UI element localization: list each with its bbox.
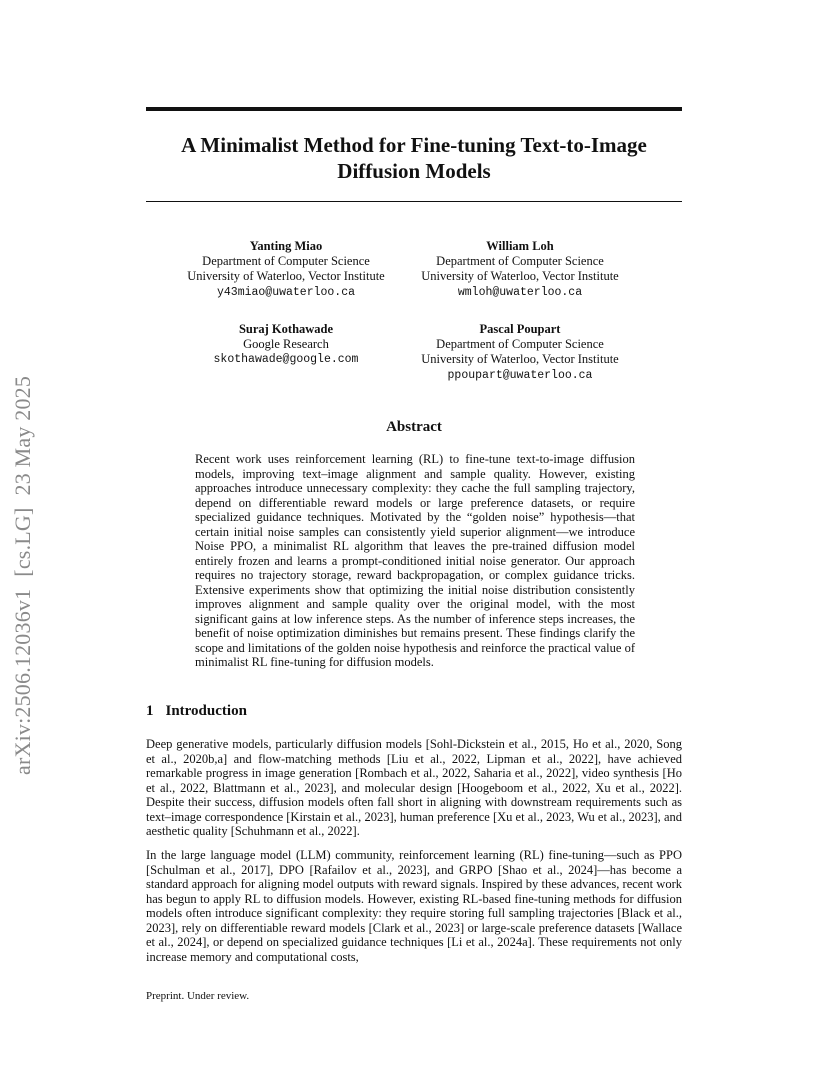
section-title: Introduction: [165, 703, 247, 719]
author-affiliation: University of Waterloo, Vector Institute: [421, 269, 619, 284]
author-email: wmloh@uwaterloo.ca: [457, 285, 583, 299]
footer-note: Preprint. Under review.: [146, 990, 250, 1002]
intro-paragraph-2: In the large language model (LLM) community, reinforcement learning (RL) fine-tuning—such as PPO [Schulman et al., 2017], DPO [Rafailov et al., 2023], and GRPO [Shao et al., 2024]—has become a standard approach for aligning model outputs with reward signals. Inspired by these advances, recent work has begun to apply RL to diffusion models. However, existing RL-based fine-tuning methods for diffusion models often introduce significant complexity: they require storing full sampling trajectories [Black et al., 2023], rely on differentiable reward models [Clark et al., 2023] or large-scale preference datasets [Wallace et al., 2024], or depend on specialized guidance techniques [Li et al., 2024a]. These requirements not only increase memory and computational costs,: [146, 848, 682, 964]
paper-title: [146, 132, 682, 184]
author-affiliation: Department of Computer Science: [436, 337, 604, 352]
author-affiliation: University of Waterloo, Vector Institute: [187, 269, 385, 284]
paper-title-line-1: A Minimalist Method for Fine-tuning Text-to-Image: [181, 133, 647, 157]
author-email: y43miao@uwaterloo.ca: [216, 285, 356, 299]
author-affiliation: Department of Computer Science: [202, 254, 370, 269]
author-affiliation: Department of Computer Science: [436, 254, 604, 269]
author-name: Pascal Poupart: [479, 322, 561, 336]
arxiv-id: arXiv:2506.12036v1: [10, 588, 35, 775]
intro-paragraph-1: Deep generative models, particularly diffusion models [Sohl-Dickstein et al., 2015, Ho et al., 2020, Song et al., 2020b,a] and flow-matching methods [Liu et al., 2022, Lipman et al., 2022], have achieved remarkable progress in image generation [Rombach et al., 2022, Saharia et al., 2022], video synthesis [Ho et al., 2022, Blattmann et al., 2023], and molecular design [Hoogeboom et al., 2022, Xu et al., 2022]. Despite their success, diffusion models often fall short in aligning with downstream requirements such as text–image correspondence [Kirstain et al., 2023], human preference [Xu et al., 2023, Wu et al., 2023], and aesthetic quality [Schuhmann et al., 2022].: [146, 737, 682, 838]
section-heading: [146, 703, 247, 720]
section-number: 1: [146, 703, 154, 719]
author-email: ppoupart@uwaterloo.ca: [447, 368, 593, 382]
arxiv-date: 23 May 2025: [10, 375, 35, 496]
arxiv-sidebar-stamp: [10, 364, 36, 775]
author-affiliation: Google Research: [243, 337, 329, 352]
author-block-2: [380, 239, 660, 300]
author-block-4: [380, 322, 660, 383]
author-name: Suraj Kothawade: [238, 322, 334, 336]
arxiv-category: [cs.LG]: [10, 507, 35, 577]
author-affiliation: University of Waterloo, Vector Institute: [421, 352, 619, 367]
author-name: Yanting Miao: [249, 239, 323, 253]
paper-title-line-2: Diffusion Models: [337, 159, 491, 183]
abstract-text: Recent work uses reinforcement learning (RL) to fine-tune text-to-image diffusion models, improving text–image alignment and sample quality. However, existing approaches introduce unnecessary complexity: they cache the full sampling trajectory, depend on differentiable reward models or large preference datasets, or require specialized guidance techniques. Motivated by the “golden noise” hypothesis—that certain initial noise samples can consistently yield superior alignment—we introduce Noise PPO, a minimalist RL algorithm that leaves the pre-trained diffusion model entirely frozen and learns a prompt-conditioned initial noise generator. Our approach requires no trajectory storage, reward backpropagation, or complex guidance tricks. Extensive experiments show that optimizing the initial noise distribution consistently improves alignment and sample quality over the original model, with the most significant gains at low inference steps. As the number of inference steps increases, the benefit of noise optimization diminishes but remains present. These findings clarify the scope and limitations of the golden noise hypothesis and reinforce the practical value of minimalist RL fine-tuning for diffusion models.: [195, 452, 635, 669]
title-bottom-rule: [146, 201, 682, 202]
title-top-rule: [146, 107, 682, 111]
author-email: skothawade@google.com: [213, 353, 359, 367]
author-name: William Loh: [486, 239, 554, 253]
abstract-heading: Abstract: [386, 419, 442, 435]
